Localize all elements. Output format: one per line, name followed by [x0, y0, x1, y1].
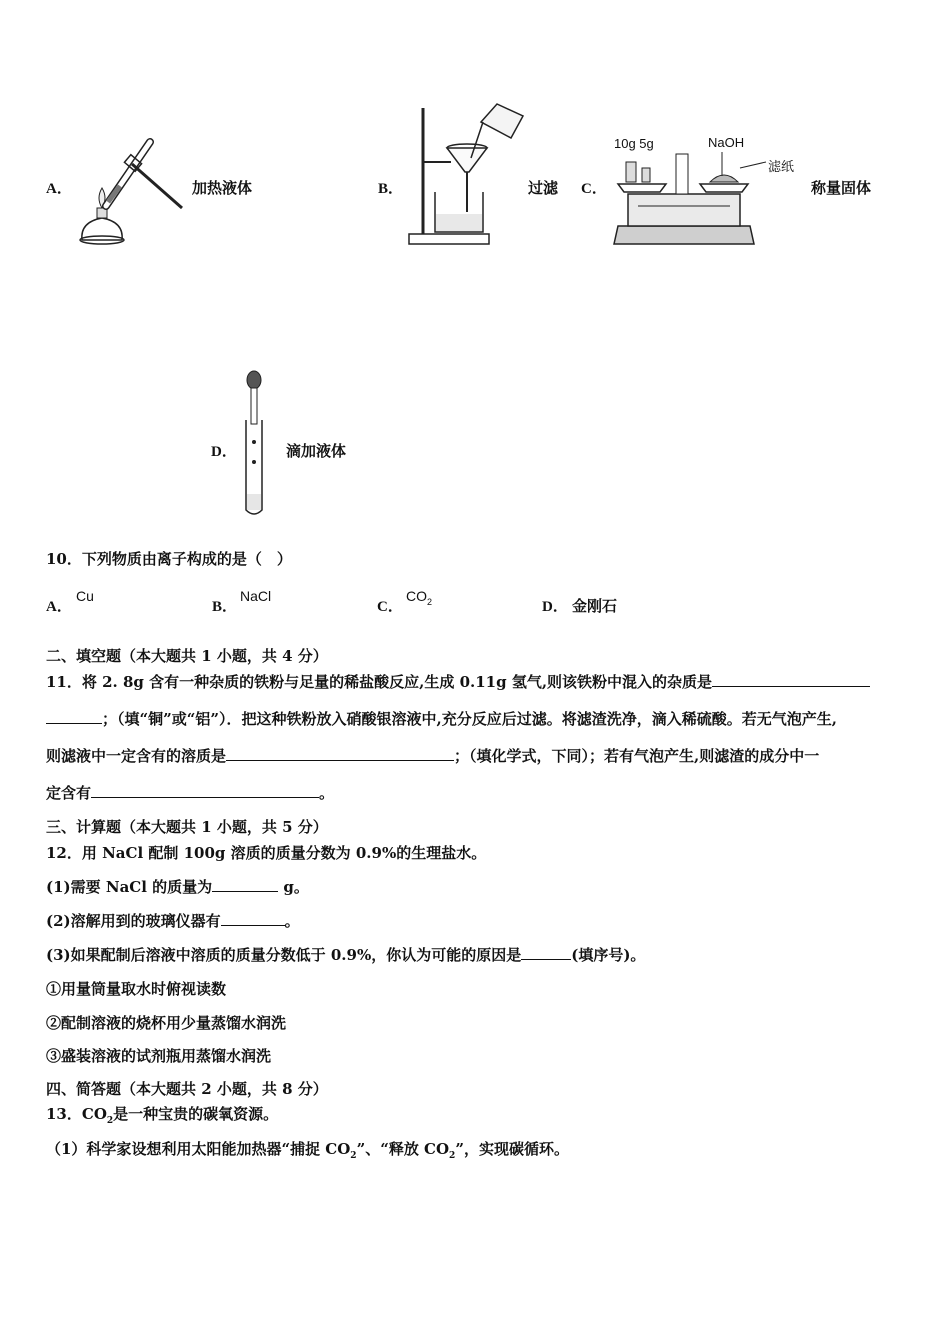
- q10-b-letter: B．: [212, 599, 238, 615]
- q12-blank-1[interactable]: [212, 877, 278, 892]
- weighing-figure: [610, 132, 810, 250]
- q10-d-letter: D．: [542, 599, 568, 615]
- q12-option-2: ②配制溶液的烧杯用少量蒸馏水润洗: [46, 1014, 287, 1032]
- q10-a-letter: A．: [46, 599, 72, 615]
- q11-blank-3[interactable]: [91, 783, 319, 798]
- option-c-letter: C．: [581, 181, 607, 197]
- option-a-letter: A．: [46, 181, 72, 197]
- q12-stem: 12．用 NaCl 配制 100g 溶质的质量分数为 0.9%的生理盐水。: [46, 844, 487, 862]
- dropper-figure: [238, 370, 270, 518]
- q10-a-value: Cu: [76, 588, 94, 604]
- q12-sub-3: (3)如果配制后溶液中溶质的质量分数低于 0.9%，你认为可能的原因是 (填序号)。: [46, 946, 646, 964]
- section-2-heading: 二、填空题（本大题共 1 小题，共 4 分）: [46, 647, 328, 665]
- option-d-label: 滴加液体: [286, 442, 347, 460]
- option-d-letter: D．: [211, 444, 237, 460]
- weights-label: 10g 5g: [614, 136, 654, 151]
- q13-part-1: （1）科学家设想利用太阳能加热器“捕捉 $CO_2$”、“释放 $CO_2$”，实现碳循环。: [46, 1140, 569, 1161]
- q12-sub-2: (2)溶解用到的玻璃仪器有 。: [46, 912, 300, 930]
- q13-stem: 13．$CO_2$是一种宝贵的碳氧资源。: [46, 1105, 279, 1126]
- option-b-label: 过滤: [528, 179, 559, 197]
- q11-blank-2[interactable]: [226, 746, 454, 761]
- q11-line-4: 定含有 。: [46, 784, 335, 802]
- filtration-figure: [405, 100, 530, 248]
- q11-blank-1[interactable]: [712, 672, 870, 687]
- q12-blank-3[interactable]: [521, 945, 571, 960]
- q11-line-1: 11．将 2. 8g 含有一种杂质的铁粉与足量的稀盐酸反应,生成 0.11g 氢气,则该铁粉中混入的杂质是: [46, 671, 870, 692]
- heating-liquid-figure: [72, 132, 187, 247]
- q10-c-letter: C．: [377, 599, 403, 615]
- naoh-label: NaOH: [708, 135, 745, 150]
- option-b-letter: B．: [378, 181, 404, 197]
- q11-line-3: 则滤液中一定含有的溶质是 ；（填化学式，下同）；若有气泡产生,则滤渣的成分中一: [46, 747, 820, 765]
- q11-line-2: ；（填“铜”或“铝”）．把这种铁粉放入硝酸银溶液中,充分反应后过滤。将滤渣洗净，滴入稀硫酸。若无气泡产生,: [46, 708, 837, 729]
- option-a-label: 加热液体: [192, 179, 253, 197]
- q12-option-3: ③盛装溶液的试剂瓶用蒸馏水润洗: [46, 1047, 272, 1065]
- q12-option-1: ①用量筒量取水时俯视读数: [46, 980, 227, 998]
- q12-blank-2[interactable]: [221, 911, 285, 926]
- section-3-heading: 三、计算题（本大题共 1 小题，共 5 分）: [46, 818, 328, 836]
- q12-sub-1: (1)需要 NaCl 的质量为 g。: [46, 878, 309, 896]
- q10-b-value: NaCl: [240, 588, 272, 604]
- filter-paper-label: 滤纸: [768, 159, 795, 174]
- q10-stem: 10．下列物质由离子构成的是（ ）: [46, 550, 292, 568]
- q10-d-value: 金刚石: [572, 597, 618, 615]
- q10-c-value: $CO_2$: [406, 588, 433, 607]
- section-4-heading: 四、简答题（本大题共 2 小题，共 8 分）: [46, 1080, 328, 1098]
- option-c-label: 称量固体: [811, 179, 872, 197]
- q11-blank-1-cont[interactable]: [46, 709, 102, 724]
